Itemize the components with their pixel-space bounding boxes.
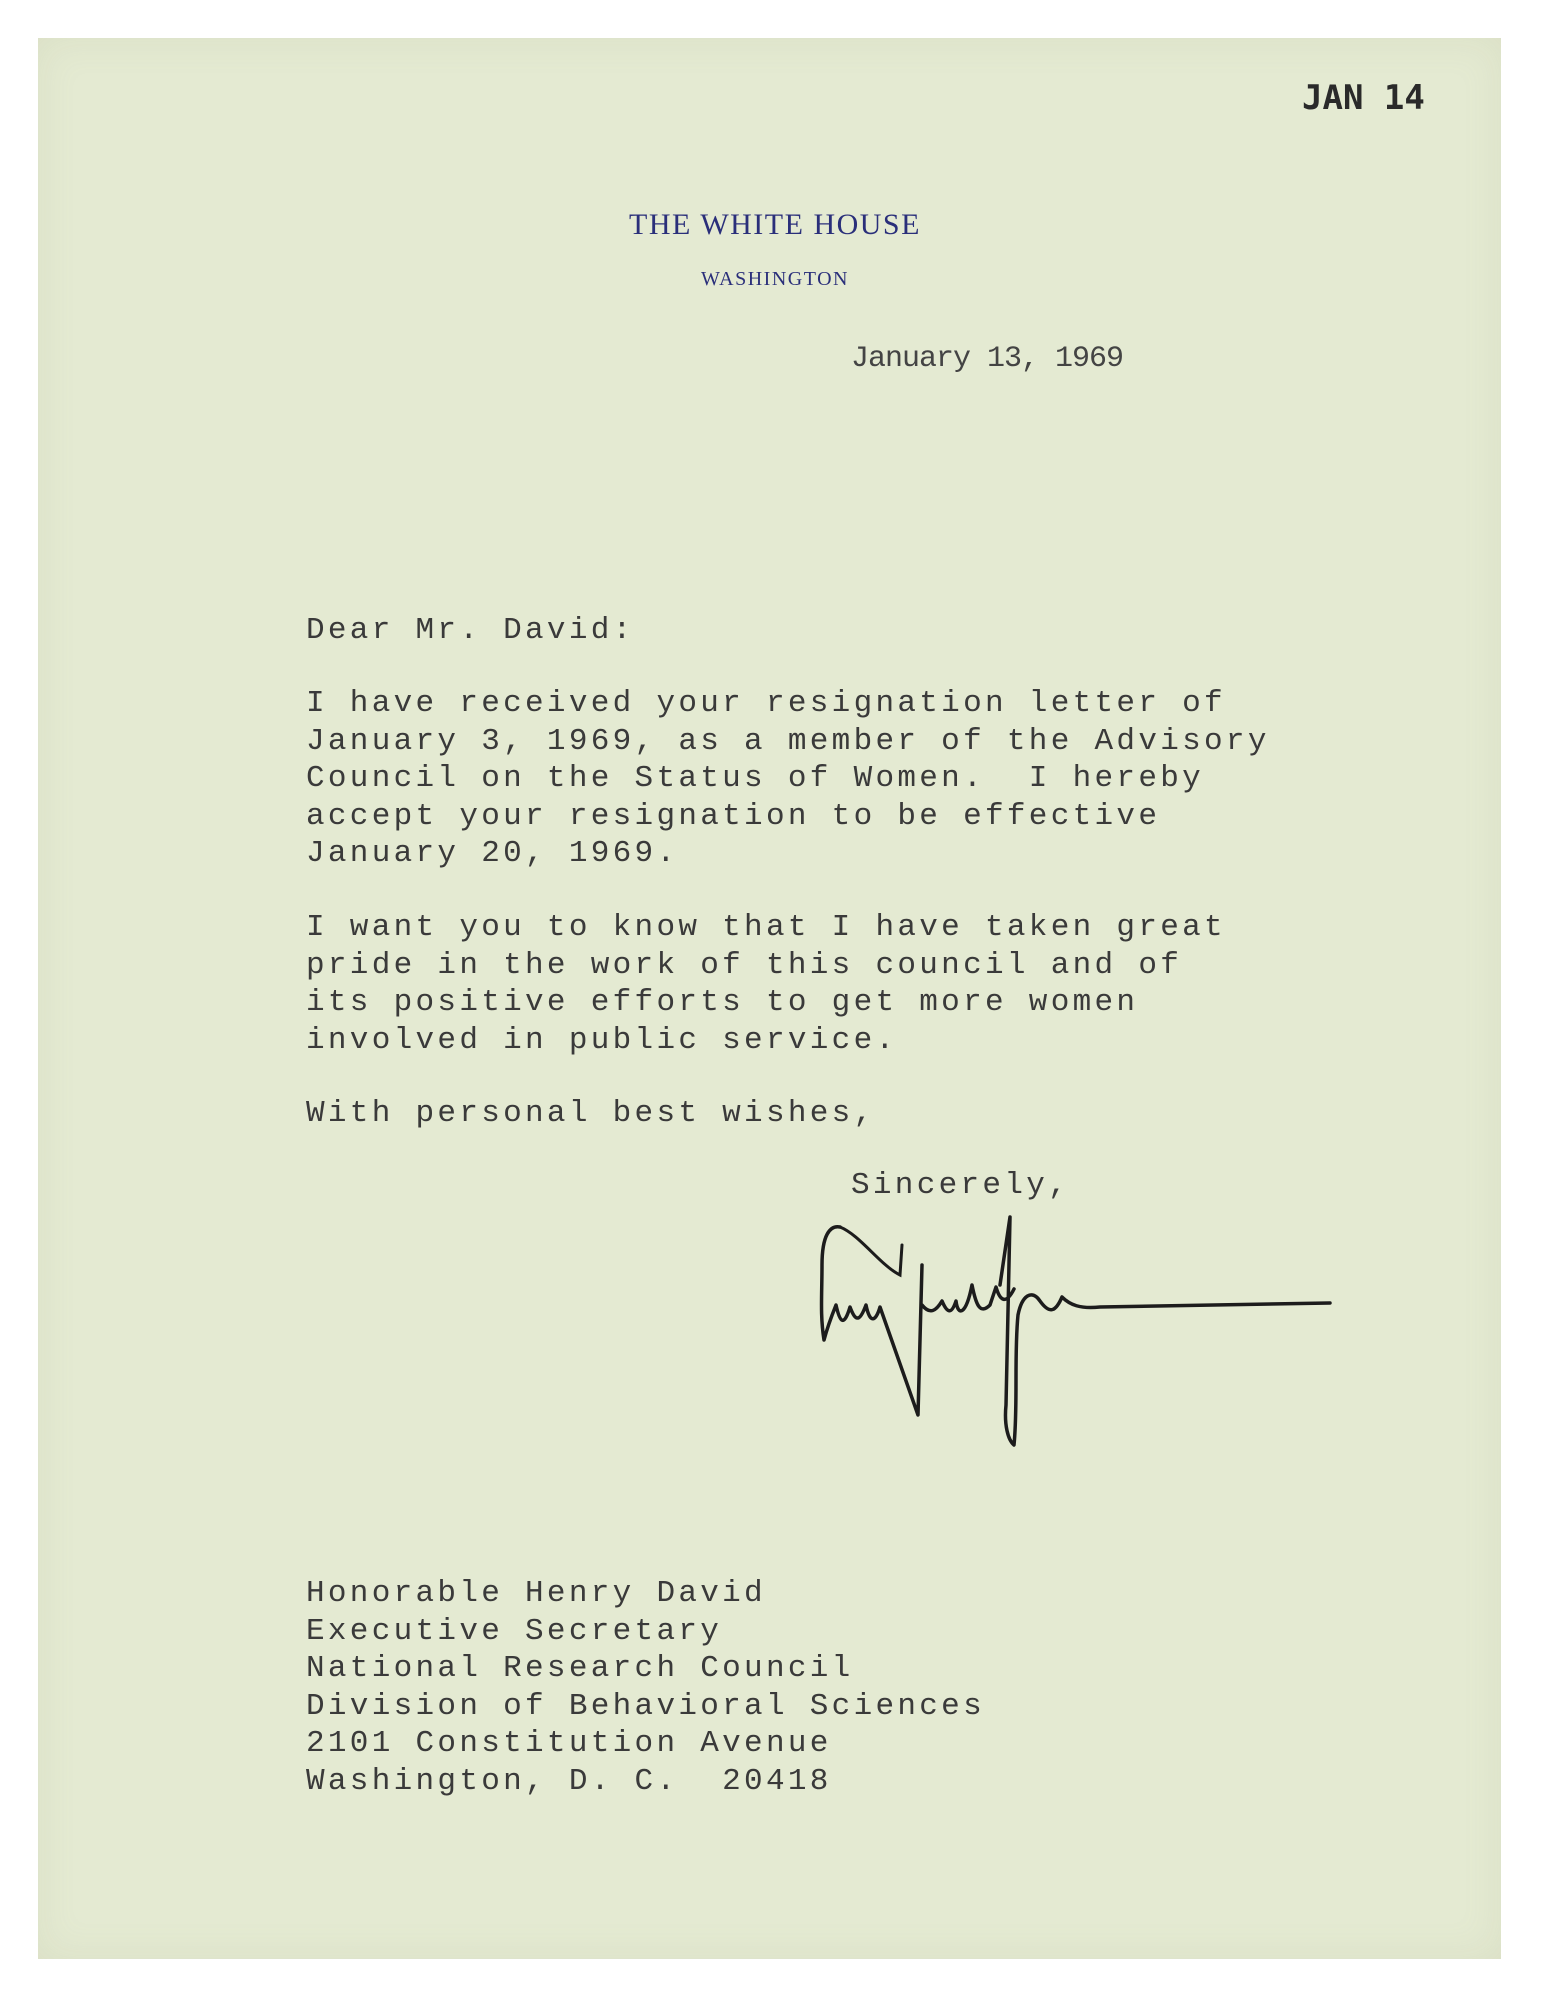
text-line: January 20, 1969. bbox=[306, 836, 679, 871]
letterhead-title: THE WHITE HOUSE bbox=[629, 208, 921, 241]
address-line: Honorable Henry David bbox=[306, 1576, 766, 1611]
text-line: I have received your resignation letter of bbox=[306, 686, 1226, 721]
address-line: Washington, D. C. 20418 bbox=[306, 1763, 832, 1799]
letter-date: January 13, 1969 bbox=[851, 342, 1124, 376]
received-date-stamp: JAN 14 bbox=[1302, 78, 1425, 118]
closing-wish: With personal best wishes, bbox=[306, 1096, 876, 1131]
address-line: 2101 Constitution Avenue bbox=[306, 1726, 832, 1761]
text-line: I want you to know that I have taken great bbox=[306, 910, 1226, 945]
paragraph-2 bbox=[306, 909, 1226, 1059]
text-line: its positive efforts to get more women bbox=[306, 985, 1139, 1020]
text-line: Council on the Status of Women. I hereby bbox=[306, 761, 1205, 796]
paragraph-1 bbox=[306, 685, 1270, 873]
closing: Sincerely, bbox=[851, 1168, 1071, 1203]
salutation: Dear Mr. David: bbox=[306, 613, 635, 648]
text-line: January 3, 1969, as a member of the Advisory bbox=[306, 723, 1270, 759]
signature-stroke bbox=[822, 1217, 1331, 1445]
signature-image bbox=[800, 1205, 1360, 1465]
letterhead-subtitle: WASHINGTON bbox=[701, 268, 849, 290]
text-line: pride in the work of this council and of bbox=[306, 947, 1183, 983]
address-line: Executive Secretary bbox=[306, 1613, 723, 1649]
text-line: involved in public service. bbox=[306, 1022, 898, 1058]
text-line: accept your resignation to be effective bbox=[306, 798, 1161, 834]
address-line: Division of Behavioral Sciences bbox=[306, 1688, 985, 1724]
signature-stroke bbox=[840, 1227, 902, 1275]
address-line: National Research Council bbox=[306, 1651, 854, 1686]
recipient-address bbox=[306, 1575, 985, 1800]
